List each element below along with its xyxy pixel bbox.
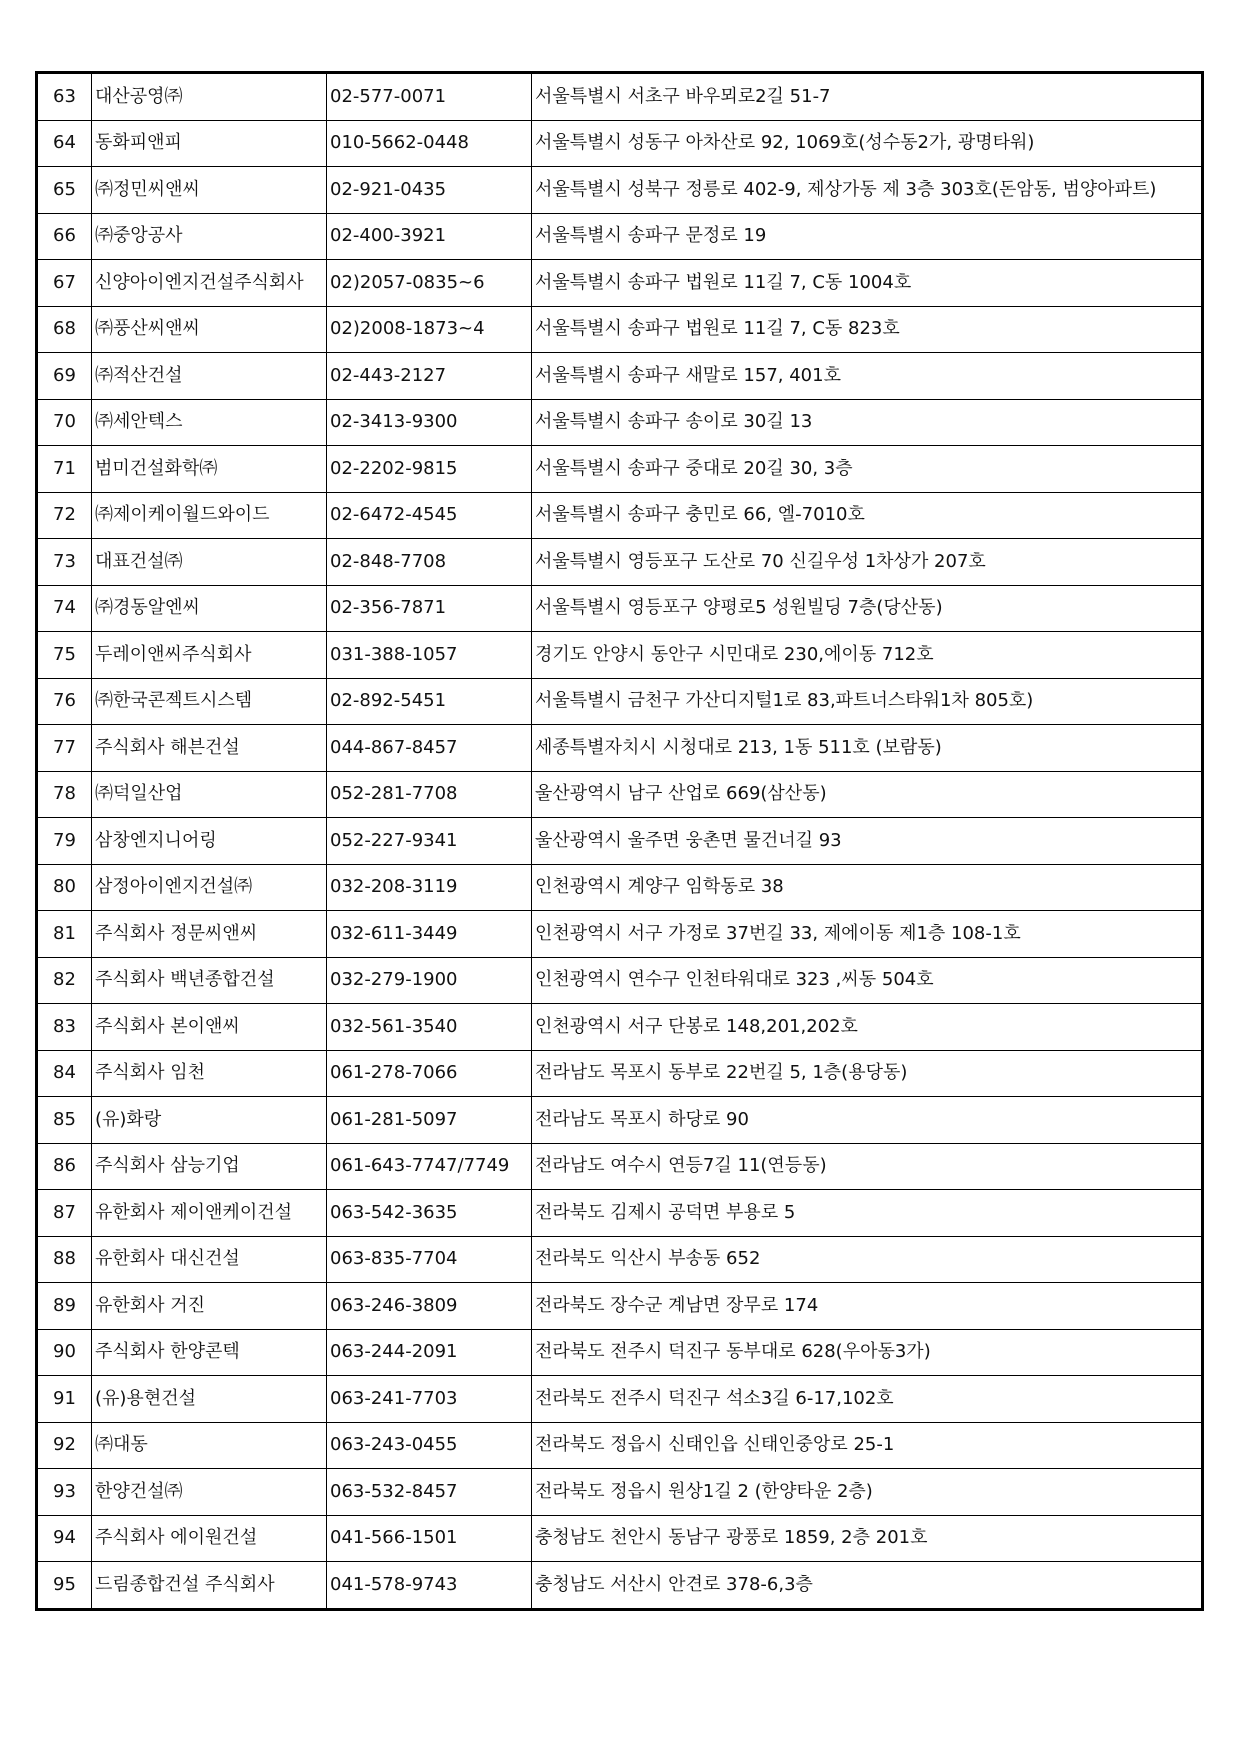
table-row [37, 1143, 1203, 1190]
company-name-cell: 대산공영㈜ [92, 73, 327, 121]
company-name-cell: 대표건설㈜ [92, 539, 327, 586]
table-row [37, 632, 1203, 679]
company-name-cell: ㈜대동 [92, 1422, 327, 1469]
company-name-cell: ㈜한국콘젝트시스템 [92, 678, 327, 725]
company-name-cell: 주식회사 삼능기업 [92, 1143, 327, 1190]
phone-number-cell: 02-400-3921 [327, 213, 532, 260]
table-row [37, 911, 1203, 958]
row-number-cell: 85 [37, 1097, 92, 1144]
table-row [37, 1422, 1203, 1469]
row-number-cell: 81 [37, 911, 92, 958]
company-name-cell: ㈜세안텍스 [92, 399, 327, 446]
company-name-cell: ㈜풍산씨앤씨 [92, 306, 327, 353]
table-row [37, 1283, 1203, 1330]
row-number-cell: 95 [37, 1562, 92, 1610]
table-row [37, 120, 1203, 167]
row-number-cell: 90 [37, 1329, 92, 1376]
company-name-cell: 주식회사 한양콘텍 [92, 1329, 327, 1376]
phone-number-cell: 02)2008-1873~4 [327, 306, 532, 353]
company-name-cell: 삼창엔지니어링 [92, 818, 327, 865]
company-name-cell: 유한회사 거진 [92, 1283, 327, 1330]
address-cell: 인천광역시 계양구 임학동로 38 [532, 864, 1203, 911]
address-cell: 인천광역시 연수구 인천타워대로 323 ,씨동 504호 [532, 957, 1203, 1004]
row-number-cell: 79 [37, 818, 92, 865]
company-name-cell: 주식회사 정문씨앤씨 [92, 911, 327, 958]
table-row [37, 1236, 1203, 1283]
table-row [37, 1376, 1203, 1423]
company-name-cell: 주식회사 임천 [92, 1050, 327, 1097]
company-name-cell: 유한회사 대신건설 [92, 1236, 327, 1283]
address-cell: 전라북도 김제시 공덕면 부용로 5 [532, 1190, 1203, 1237]
phone-number-cell: 061-281-5097 [327, 1097, 532, 1144]
address-cell: 인천광역시 서구 가정로 37번길 33, 제에이동 제1층 108-1호 [532, 911, 1203, 958]
table-row [37, 1562, 1203, 1610]
address-cell: 전라북도 전주시 덕진구 동부대로 628(우아동3가) [532, 1329, 1203, 1376]
phone-number-cell: 032-279-1900 [327, 957, 532, 1004]
table-row [37, 818, 1203, 865]
table-row [37, 1004, 1203, 1051]
table-row [37, 1190, 1203, 1237]
address-cell: 서울특별시 송파구 법원로 11길 7, C동 823호 [532, 306, 1203, 353]
address-cell: 전라남도 목포시 하당로 90 [532, 1097, 1203, 1144]
address-cell: 전라남도 목포시 동부로 22번길 5, 1층(용당동) [532, 1050, 1203, 1097]
company-contact-table [35, 71, 1204, 1611]
address-cell: 전라북도 장수군 계남면 장무로 174 [532, 1283, 1203, 1330]
table-row [37, 1515, 1203, 1562]
company-name-cell: 주식회사 본이앤씨 [92, 1004, 327, 1051]
row-number-cell: 67 [37, 260, 92, 307]
phone-number-cell: 063-241-7703 [327, 1376, 532, 1423]
address-cell: 서울특별시 송파구 문정로 19 [532, 213, 1203, 260]
table-row [37, 864, 1203, 911]
row-number-cell: 72 [37, 492, 92, 539]
company-name-cell: ㈜적산건설 [92, 353, 327, 400]
table-row [37, 167, 1203, 214]
company-name-cell: 신양아이엔지건설주식회사 [92, 260, 327, 307]
company-name-cell: ㈜제이케이월드와이드 [92, 492, 327, 539]
address-cell: 전라북도 익산시 부송동 652 [532, 1236, 1203, 1283]
row-number-cell: 86 [37, 1143, 92, 1190]
row-number-cell: 84 [37, 1050, 92, 1097]
company-name-cell: 두레이앤씨주식회사 [92, 632, 327, 679]
table-row [37, 725, 1203, 772]
address-cell: 서울특별시 성동구 아차산로 92, 1069호(성수동2가, 광명타워) [532, 120, 1203, 167]
table-body [37, 73, 1203, 1610]
company-name-cell: ㈜중앙공사 [92, 213, 327, 260]
row-number-cell: 94 [37, 1515, 92, 1562]
row-number-cell: 80 [37, 864, 92, 911]
address-cell: 서울특별시 금천구 가산디지털1로 83,파트너스타워1차 805호) [532, 678, 1203, 725]
address-cell: 울산광역시 울주면 웅촌면 물건너길 93 [532, 818, 1203, 865]
table-row [37, 585, 1203, 632]
address-cell: 전라북도 전주시 덕진구 석소3길 6-17,102호 [532, 1376, 1203, 1423]
row-number-cell: 69 [37, 353, 92, 400]
phone-number-cell: 063-542-3635 [327, 1190, 532, 1237]
company-name-cell: ㈜경동알엔씨 [92, 585, 327, 632]
phone-number-cell: 063-246-3809 [327, 1283, 532, 1330]
phone-number-cell: 032-561-3540 [327, 1004, 532, 1051]
table-row [37, 260, 1203, 307]
phone-number-cell: 063-532-8457 [327, 1469, 532, 1516]
address-cell: 서울특별시 송파구 송이로 30길 13 [532, 399, 1203, 446]
address-cell: 충청남도 서산시 안견로 378-6,3층 [532, 1562, 1203, 1610]
row-number-cell: 87 [37, 1190, 92, 1237]
address-cell: 충청남도 천안시 동남구 광풍로 1859, 2층 201호 [532, 1515, 1203, 1562]
table-row [37, 353, 1203, 400]
phone-number-cell: 02-443-2127 [327, 353, 532, 400]
address-cell: 울산광역시 남구 산업로 669(삼산동) [532, 771, 1203, 818]
row-number-cell: 83 [37, 1004, 92, 1051]
company-name-cell: 범미건설화학㈜ [92, 446, 327, 493]
company-name-cell: ㈜덕일산업 [92, 771, 327, 818]
row-number-cell: 66 [37, 213, 92, 260]
row-number-cell: 89 [37, 1283, 92, 1330]
company-name-cell: 유한회사 제이앤케이건설 [92, 1190, 327, 1237]
row-number-cell: 76 [37, 678, 92, 725]
phone-number-cell: 02-2202-9815 [327, 446, 532, 493]
table-row [37, 446, 1203, 493]
table-row [37, 213, 1203, 260]
phone-number-cell: 041-566-1501 [327, 1515, 532, 1562]
row-number-cell: 64 [37, 120, 92, 167]
phone-number-cell: 044-867-8457 [327, 725, 532, 772]
table-row [37, 1329, 1203, 1376]
table-row [37, 678, 1203, 725]
phone-number-cell: 061-643-7747/7749 [327, 1143, 532, 1190]
phone-number-cell: 032-611-3449 [327, 911, 532, 958]
row-number-cell: 92 [37, 1422, 92, 1469]
company-name-cell: ㈜정민씨앤씨 [92, 167, 327, 214]
row-number-cell: 70 [37, 399, 92, 446]
company-name-cell: 주식회사 백년종합건설 [92, 957, 327, 1004]
row-number-cell: 82 [37, 957, 92, 1004]
row-number-cell: 63 [37, 73, 92, 121]
phone-number-cell: 02-6472-4545 [327, 492, 532, 539]
table-row [37, 399, 1203, 446]
table-row [37, 73, 1203, 121]
row-number-cell: 65 [37, 167, 92, 214]
table-row [37, 1469, 1203, 1516]
table-row [37, 306, 1203, 353]
row-number-cell: 77 [37, 725, 92, 772]
address-cell: 전라북도 정읍시 원상1길 2 (한양타운 2층) [532, 1469, 1203, 1516]
row-number-cell: 73 [37, 539, 92, 586]
phone-number-cell: 010-5662-0448 [327, 120, 532, 167]
address-cell: 전라북도 정읍시 신태인읍 신태인중앙로 25-1 [532, 1422, 1203, 1469]
address-cell: 서울특별시 송파구 중대로 20길 30, 3층 [532, 446, 1203, 493]
phone-number-cell: 02-577-0071 [327, 73, 532, 121]
address-cell: 서울특별시 영등포구 양평로5 성원빌딩 7층(당산동) [532, 585, 1203, 632]
phone-number-cell: 041-578-9743 [327, 1562, 532, 1610]
row-number-cell: 71 [37, 446, 92, 493]
phone-number-cell: 063-835-7704 [327, 1236, 532, 1283]
phone-number-cell: 02-892-5451 [327, 678, 532, 725]
company-name-cell: 동화피앤피 [92, 120, 327, 167]
phone-number-cell: 02)2057-0835~6 [327, 260, 532, 307]
address-cell: 세종특별자치시 시청대로 213, 1동 511호 (보람동) [532, 725, 1203, 772]
phone-number-cell: 031-388-1057 [327, 632, 532, 679]
phone-number-cell: 02-848-7708 [327, 539, 532, 586]
table-row [37, 1050, 1203, 1097]
row-number-cell: 75 [37, 632, 92, 679]
address-cell: 경기도 안양시 동안구 시민대로 230,에이동 712호 [532, 632, 1203, 679]
row-number-cell: 78 [37, 771, 92, 818]
row-number-cell: 91 [37, 1376, 92, 1423]
address-cell: 서울특별시 영등포구 도산로 70 신길우성 1차상가 207호 [532, 539, 1203, 586]
address-cell: 서울특별시 송파구 법원로 11길 7, C동 1004호 [532, 260, 1203, 307]
table-row [37, 771, 1203, 818]
row-number-cell: 74 [37, 585, 92, 632]
phone-number-cell: 063-243-0455 [327, 1422, 532, 1469]
table-row [37, 539, 1203, 586]
company-name-cell: 주식회사 에이원건설 [92, 1515, 327, 1562]
phone-number-cell: 052-281-7708 [327, 771, 532, 818]
phone-number-cell: 061-278-7066 [327, 1050, 532, 1097]
row-number-cell: 88 [37, 1236, 92, 1283]
phone-number-cell: 063-244-2091 [327, 1329, 532, 1376]
company-name-cell: (유)화랑 [92, 1097, 327, 1144]
company-name-cell: 드림종합건설 주식회사 [92, 1562, 327, 1610]
company-name-cell: 삼정아이엔지건설㈜ [92, 864, 327, 911]
address-cell: 서울특별시 성북구 정릉로 402-9, 제상가동 제 3층 303호(돈암동, 범양아파트) [532, 167, 1203, 214]
company-name-cell: (유)용현건설 [92, 1376, 327, 1423]
company-name-cell: 한양건설㈜ [92, 1469, 327, 1516]
address-cell: 서울특별시 송파구 충민로 66, 엘-7010호 [532, 492, 1203, 539]
phone-number-cell: 02-356-7871 [327, 585, 532, 632]
table-row [37, 957, 1203, 1004]
row-number-cell: 93 [37, 1469, 92, 1516]
table-row [37, 492, 1203, 539]
company-name-cell: 주식회사 해븐건설 [92, 725, 327, 772]
address-cell: 전라남도 여수시 연등7길 11(연등동) [532, 1143, 1203, 1190]
row-number-cell: 68 [37, 306, 92, 353]
phone-number-cell: 02-3413-9300 [327, 399, 532, 446]
table-row [37, 1097, 1203, 1144]
address-cell: 인천광역시 서구 단봉로 148,201,202호 [532, 1004, 1203, 1051]
phone-number-cell: 02-921-0435 [327, 167, 532, 214]
phone-number-cell: 032-208-3119 [327, 864, 532, 911]
address-cell: 서울특별시 서초구 바우뫼로2길 51-7 [532, 73, 1203, 121]
address-cell: 서울특별시 송파구 새말로 157, 401호 [532, 353, 1203, 400]
phone-number-cell: 052-227-9341 [327, 818, 532, 865]
